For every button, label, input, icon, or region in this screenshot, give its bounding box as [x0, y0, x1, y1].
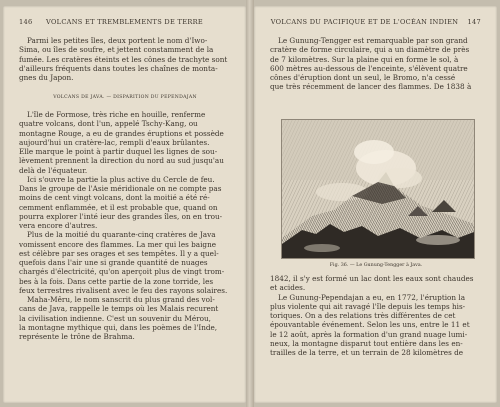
left-page-number: 146	[19, 18, 33, 26]
text-line: Ici s'ouvre la partie la plus active du Cercle de feu.	[27, 174, 215, 184]
left-page	[3, 6, 246, 403]
text-line: moins de cent vingt volcans, dont la moitié a été ré-	[19, 193, 210, 203]
text-line: et acides.	[270, 283, 306, 293]
text-line: cemment enflammée, et il est probable que, quand on	[19, 202, 218, 212]
text-line: plus violente qui ait ravagé l'île depuis les temps his-	[270, 301, 466, 311]
text-line: le 12 août, après la formation d'un grand nuage lumi-	[270, 329, 468, 339]
text-line: cratère de forme circulaire, qui a un diamètre de près	[270, 45, 470, 55]
text-line: cans de Java, rappelle le temps où les Malais recurent	[19, 304, 219, 314]
text-line: feux terrestres rivalisent avec le feu des rayons solaires.	[19, 285, 228, 295]
text-line: vera encore d'autres.	[19, 221, 98, 230]
text-line: épouvantable événement. Selon les uns, entre le 11 et	[270, 320, 470, 330]
figure-caption: Fig. 36. — Le Gunung-Tengger à Java.	[329, 263, 423, 268]
left-running-head	[15, 18, 234, 28]
text-line: 600 mètres au-dessous de l'enceinte, s'élèvent quatre	[270, 63, 468, 73]
book-gutter	[246, 0, 254, 407]
text-line: d'ailleurs fréquents dans toutes les chaînes de monta-	[19, 63, 218, 73]
text-line: Le Gunung-Pependajan a eu, en 1772, l'éruption la	[278, 292, 466, 302]
text-line: la montagne mythique qui, dans les poèmes de l'Inde,	[19, 322, 218, 332]
right-bottom-text	[270, 274, 482, 357]
volcano-engraving	[281, 119, 475, 259]
left-top-paragraph	[19, 36, 231, 82]
text-line: fumée. Les cratères éteints et les cônes de trachyte sont	[19, 54, 228, 64]
text-line: aujourd'hui un cratère-lac, rempli d'eaux brûlantes.	[19, 137, 210, 147]
text-line: Le Gunung-Tengger est remarquable par son grand	[278, 36, 468, 45]
left-running-title: VOLCANS ET TREMBLEMENTS DE TERRE	[46, 18, 203, 26]
text-line: quatre volcans, dont l'un, appelé Tschy-Kang, ou	[19, 119, 198, 129]
text-line: que très récemment de lancer des flammes. De 1838 à	[270, 82, 472, 92]
text-line: de 7 kilomètres. Sur la plaine qui en forme le sol, à	[270, 54, 459, 64]
volcano-illustration	[282, 120, 474, 258]
text-line: montagne Rouge, a eu de grandes éruptions et possède	[19, 128, 224, 138]
right-page	[254, 6, 497, 403]
text-line: Parmi les petites îles, deux portent le nom d'Iwo-	[27, 36, 208, 45]
text-line: neux, la montagne disparut tout entière dans les en-	[270, 338, 463, 348]
text-line: Elle marque le point à partir duquel les lignes de sou-	[19, 147, 218, 156]
text-line: L'île de Formose, très riche en houille, renferme	[27, 110, 206, 119]
right-running-title: VOLCANS DU PACIFIQUE ET DE L'OCÉAN INDIEN	[270, 18, 459, 26]
text-line: 1842, il s'y est formé un lac dont les eaux sont chaudes	[270, 274, 474, 283]
text-line: bes à la fois. Dans cette partie de la zone torride, les	[19, 276, 214, 286]
text-line: Sima, ou îles de soufre, et jettent constamment de la	[19, 45, 214, 55]
text-line: delà de l'équateur.	[19, 165, 88, 175]
text-line: cônes d'éruption dont un seul, le Bromo, n'a cessé	[270, 73, 456, 82]
text-line: vomissent encore des flammes. La mer qui les baigne	[19, 239, 217, 249]
text-line: Maha-Mêru, le nom sanscrit du plus grand des vol-	[27, 295, 215, 304]
text-line: gnes du Japon.	[19, 73, 74, 82]
text-line: lèvement prennent la direction du nord au sud jusqu'au	[19, 156, 224, 166]
right-running-head	[266, 18, 485, 28]
left-body-text	[19, 110, 231, 341]
text-line: quefois dans l'air une si grande quantité de nuages	[19, 258, 208, 267]
text-line: est célèbre par ses orages et ses tempêtes. Il y a quel-	[19, 248, 219, 258]
right-top-paragraph	[270, 36, 482, 92]
text-line: toriques. On a des relations très différentes de cet	[270, 311, 456, 320]
text-line: pourra explorer l'inté ieur des grandes îles, on en trou-	[19, 211, 223, 221]
text-line: chargés d'électricité, qu'on aperçoit plus de vingt trom-	[19, 267, 225, 277]
section-subheading: VOLCANS DE JAVA. — DISPARITION DU PEPENDAJAN	[53, 95, 197, 100]
text-line: la civilisation indienne. C'est un souvenir du Mérou,	[19, 313, 211, 323]
text-line: Dans le groupe de l'Asie méridionale on ne compte pas	[19, 184, 222, 193]
text-line: trailles de la terre, et un terrain de 28 kilomètres de	[270, 348, 464, 357]
right-page-number: 147	[467, 18, 481, 26]
text-line: Plus de la moitié du quarante-cinq cratères de Java	[27, 230, 216, 240]
text-line: représente le trône de Brahma.	[19, 332, 135, 341]
